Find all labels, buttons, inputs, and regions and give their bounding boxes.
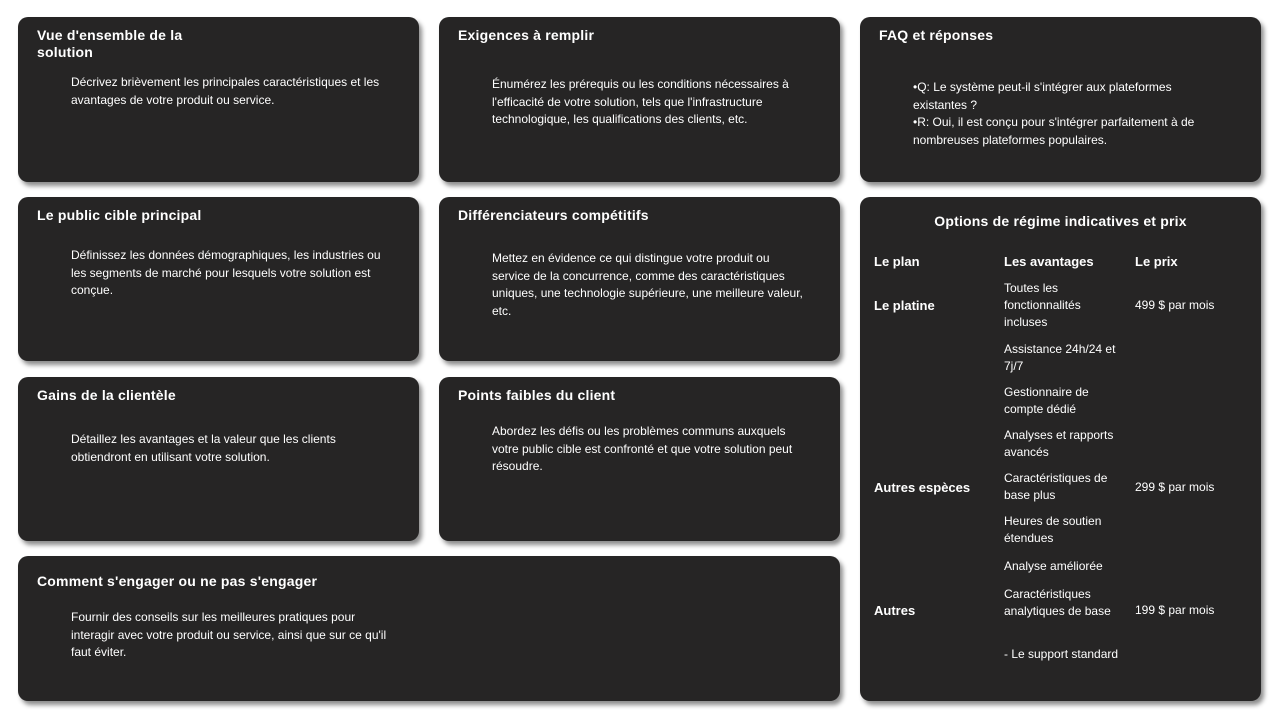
plan-benefit: Caractéristiques analytiques de base: [1004, 587, 1111, 618]
target-audience-card: [18, 197, 419, 361]
card-body: Abordez les défis ou les problèmes communs auxquels votre public cible est confronté et que votre solution peut résoudre.: [492, 424, 793, 473]
competitive-differentiators-card: [439, 197, 840, 361]
customer-pains-card: [439, 377, 840, 541]
plan-benefit: Analyses et rapports avancés: [1004, 428, 1114, 459]
requirements-card: [439, 17, 840, 182]
plan-name: Le platine: [874, 298, 935, 313]
faq-content: [913, 79, 1225, 149]
card-body: Définissez les données démographiques, les industries ou les segments de marché pour lesquels votre solution est conçue.: [71, 248, 381, 297]
plan-price: 499 $ par mois: [1135, 298, 1215, 312]
card-title: Points faibles du client: [458, 387, 616, 403]
card-title: Gains de la clientèle: [37, 387, 176, 403]
pricing-card: [860, 197, 1261, 701]
card-body: Décrivez brièvement les principales caractéristiques et les avantages de votre produit ou service.: [71, 75, 380, 107]
customer-gains-card: [18, 377, 419, 541]
header-benefits: Les avantages: [1004, 254, 1094, 269]
plan-name: Autres: [874, 603, 916, 618]
solution-overview-card: [18, 17, 419, 182]
plan-benefit: - Le support standard: [1004, 647, 1119, 661]
card-body: Mettez en évidence ce qui distingue votre produit ou service de la concurrence, comme des caractéristiques uniques, une technologie supérieure, une meilleure valeur, etc.: [492, 251, 803, 318]
card-title: FAQ et réponses: [879, 27, 994, 43]
plan-benefit: Gestionnaire de compte dédié: [1004, 385, 1089, 416]
card-title: Vue d'ensemble de la solution: [37, 27, 183, 60]
card-body: Fournir des conseils sur les meilleures pratiques pour interagir avec votre produit ou service, ainsi que sur ce qu'il faut éviter.: [71, 610, 387, 659]
card-title: Exigences à remplir: [458, 27, 595, 43]
faq-card: [860, 17, 1261, 182]
card-body: Énumérez les prérequis ou les conditions nécessaires à l'efficacité de votre solution, tels que l'infrastructure technologique, les qualifications des clients, etc.: [492, 77, 789, 126]
card-title: Comment s'engager ou ne pas s'engager: [37, 573, 318, 589]
plan-benefit: Analyse améliorée: [1004, 559, 1103, 573]
card-body: Détaillez les avantages et la valeur que les clients obtiendront en utilisant votre solution.: [71, 432, 336, 464]
card-title: Différenciateurs compétitifs: [458, 207, 649, 223]
plan-benefit: Heures de soutien étendues: [1004, 514, 1102, 545]
header-price: Le prix: [1135, 254, 1178, 269]
pricing-title: Options de régime indicatives et prix: [934, 213, 1187, 229]
header-plan: Le plan: [874, 254, 920, 269]
engagement-card: [18, 556, 840, 701]
faq-answer: •R: Oui, il est conçu pour s'intégrer parfaitement à de nombreuses plateformes populaires.: [913, 115, 1195, 147]
plan-benefit: Caractéristiques de base plus: [1004, 471, 1108, 502]
plan-price: 299 $ par mois: [1135, 480, 1215, 494]
plan-name: Autres espèces: [874, 480, 971, 495]
plan-price: 199 $ par mois: [1135, 603, 1215, 617]
card-title: Le public cible principal: [37, 207, 202, 223]
faq-question: •Q: Le système peut-il s'intégrer aux plateformes existantes ?: [913, 80, 1172, 112]
plan-benefit: Assistance 24h/24 et 7j/7: [1004, 342, 1116, 373]
plan-benefit: Toutes les fonctionnalités incluses: [1004, 281, 1081, 329]
